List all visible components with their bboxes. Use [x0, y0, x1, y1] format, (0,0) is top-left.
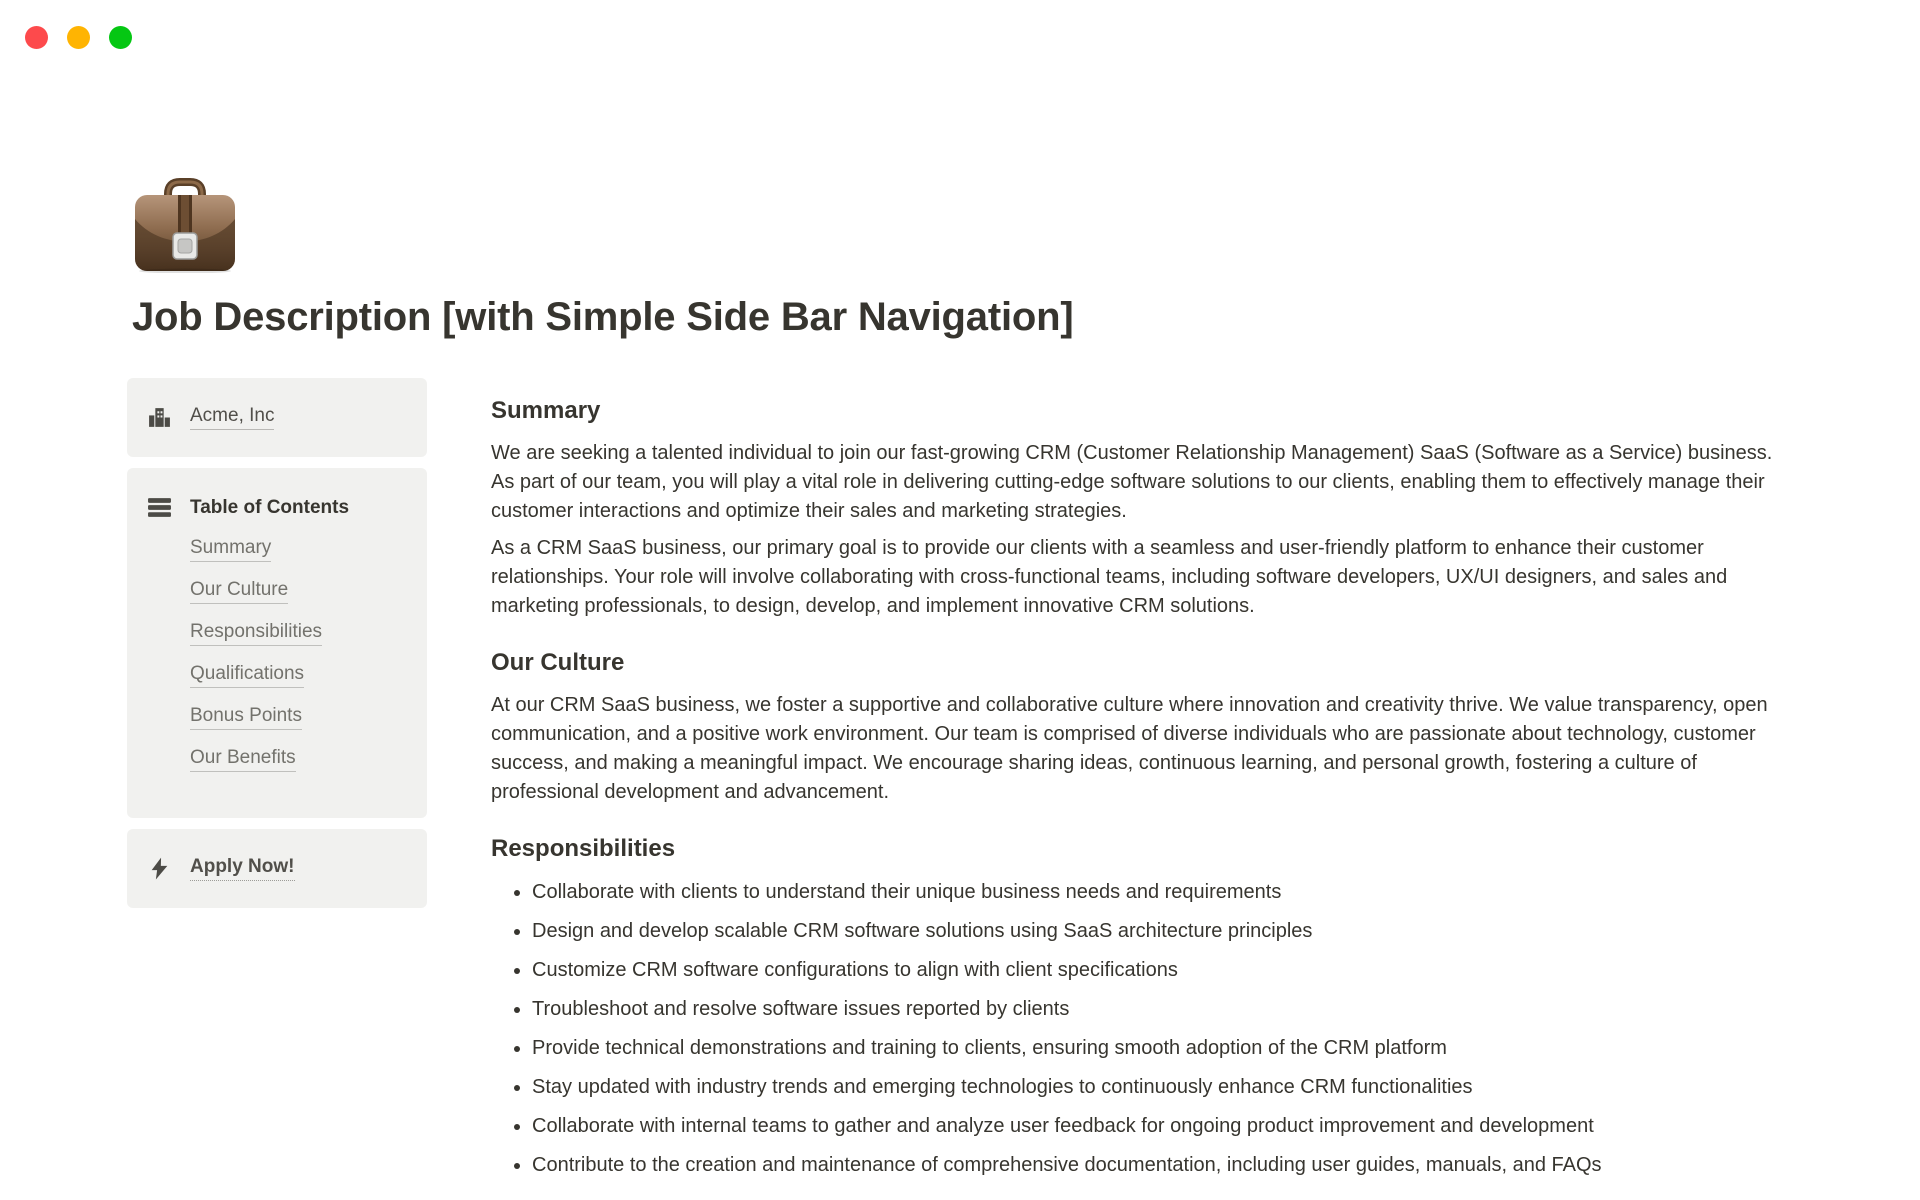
section-heading-summary: Summary: [491, 397, 601, 424]
toc-title: Table of Contents: [190, 496, 350, 518]
list-item: • Customize CRM software configurations to align with client specifications: [532, 956, 1791, 985]
sidebar-block-apply: [127, 829, 427, 908]
sidebar-block-toc: [127, 468, 427, 818]
section-responsibilities: [491, 834, 1791, 1180]
page-content: [491, 378, 1791, 1190]
paragraph: At our CRM SaaS business, we foster a supportive and collaborative culture where innovation and creativity thrive. We value transparency, open communication, and a positive work environment. Our team is comprised of diverse individuals who are passionate about technology, customer success, and making a meaningful impact. We encourage sharing ideas, continuous learning, and personal growth, fostering a culture of professional development and advancement.: [491, 694, 1768, 803]
two-column-layout: [127, 378, 1800, 1190]
list-item: • Collaborate with internal teams to gather and analyze user feedback for ongoing product improvement and development: [532, 1112, 1791, 1141]
paragraph: We are seeking a talented individual to join our fast-growing CRM (Customer Relationship Management) SaaS (Software as a Service) business. As part of our team, you will play a vital role in delivering cutting-edge software solutions to our clients, enabling them to effectively manage their customer interactions and optimize their sales and marketing strategies.: [491, 442, 1773, 522]
briefcase-icon[interactable]: [132, 175, 238, 273]
list-item: • Troubleshoot and resolve software issues reported by clients: [532, 995, 1791, 1024]
section-heading-our-culture: Our Culture: [491, 649, 625, 676]
list-item: • Collaborate with clients to understand their unique business needs and requirements: [532, 878, 1791, 907]
list-item: • Provide technical demonstrations and training to clients, ensuring smooth adoption of the CRM platform: [532, 1034, 1791, 1063]
toc-link-summary[interactable]: Summary: [190, 537, 271, 562]
toc-list: [190, 537, 407, 789]
sidebar-link-apply-now[interactable]: Apply Now!: [190, 856, 295, 881]
list-item: • Contribute to the creation and maintenance of comprehensive documentation, including user guides, manuals, and FAQs: [532, 1151, 1791, 1180]
toc-link-our-benefits[interactable]: Our Benefits: [190, 747, 296, 772]
sidebar-block-company: [127, 378, 427, 457]
toc-link-our-culture[interactable]: Our Culture: [190, 579, 288, 604]
section-heading-responsibilities: Responsibilities: [491, 835, 676, 862]
paragraph: As a CRM SaaS business, our primary goal is to provide our clients with a seamless and user-friendly platform to enhance their customer relationships. Your role will involve collaborating with cross-functional teams, including software developers, UX/UI designers, and sales and marketing professionals, to design, develop, and implement innovative CRM solutions.: [491, 537, 1728, 617]
section-summary: [491, 396, 1791, 621]
responsibilities-list: [491, 878, 1791, 1180]
list-item: • Stay updated with industry trends and emerging technologies to continuously enhance CRM functionalities: [532, 1073, 1791, 1102]
page-title[interactable]: Job Description [with Simple Side Bar Navigation]: [132, 295, 1074, 339]
section-our-culture: [491, 648, 1791, 807]
building-icon: [147, 405, 172, 430]
sidebar: [127, 378, 427, 919]
sidebar-link-company[interactable]: Acme, Inc: [190, 405, 274, 430]
list-icon: [147, 495, 172, 520]
toc-link-qualifications[interactable]: Qualifications: [190, 663, 304, 688]
toc-link-bonus-points[interactable]: Bonus Points: [190, 705, 302, 730]
toc-link-responsibilities[interactable]: Responsibilities: [190, 621, 322, 646]
list-item: • Design and develop scalable CRM software solutions using SaaS architecture principles: [532, 917, 1791, 946]
lightning-icon: [147, 856, 172, 881]
